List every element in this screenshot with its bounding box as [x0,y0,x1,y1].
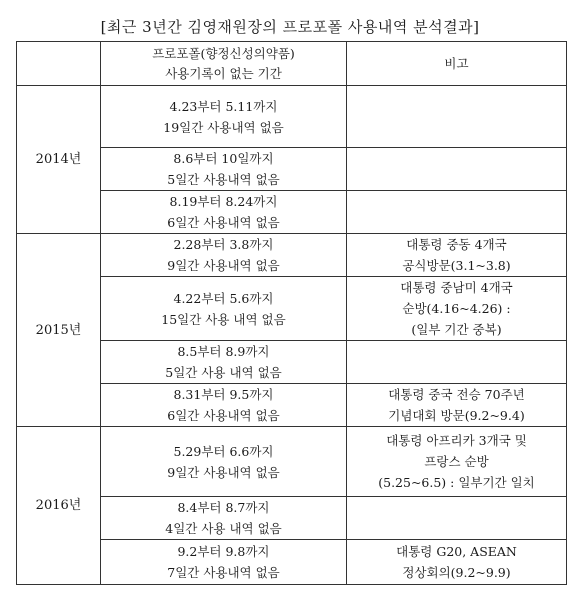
period-cell [101,86,347,148]
note-line: 대통령 중동 4개국 [406,237,507,252]
header-period-line2: 사용기록이 없는 기간 [165,65,282,81]
period-line: 8.4부터 8.7까지 [177,500,270,515]
period-line: 4.22부터 5.6까지 [173,290,274,306]
period-line: 9일간 사용내역 없음 [167,258,280,273]
document-title: [최근 3년간 김영재원장의 프로포폴 사용내역 분석결과] [100,18,480,36]
table-row [17,234,567,277]
note-cell [347,277,567,341]
period-cell [101,277,347,341]
note-line: 순방(4.16~4.26) : [402,301,511,316]
table-row [17,86,567,148]
note-line: 정상회의(9.2~9.9) [402,565,511,580]
period-line: 5일간 사용내역 없음 [167,172,280,187]
header-period-cell [101,42,347,86]
period-line: 7일간 사용내역 없음 [167,565,280,580]
year-cell-2015: 2015년 [17,234,101,427]
period-line: 5일간 사용 내역 없음 [165,365,282,380]
note-line: 프랑스 순방 [424,454,489,469]
note-line: 기념대회 방문(9.2~9.4) [388,408,525,423]
note-cell [347,341,567,384]
note-cell [347,384,567,427]
period-cell [101,497,347,540]
note-cell [347,234,567,277]
period-cell [101,427,347,497]
note-line: 대통령 G20, ASEAN [396,544,517,559]
note-cell [347,191,567,234]
note-cell [347,497,567,540]
period-cell [101,234,347,277]
note-line: 대통령 중국 전승 70주년 [388,387,525,402]
period-line: 8.5부터 8.9까지 [177,344,270,359]
period-cell [101,341,347,384]
period-line: 2.28부터 3.8까지 [173,237,274,252]
note-line: 대통령 아프리카 3개국 및 [386,433,527,448]
period-line: 8.6부터 10일까지 [173,151,274,166]
header-note-cell: 비고 [347,42,567,86]
note-cell [347,540,567,585]
period-line: 9일간 사용내역 없음 [167,464,280,480]
header-row [17,42,567,86]
period-cell [101,540,347,585]
period-line: 5.29부터 6.6까지 [173,443,274,459]
period-line: 6일간 사용내역 없음 [167,215,280,230]
note-cell [347,427,567,497]
note-line: (5.25~6.5) : 일부기간 일치 [378,475,535,490]
period-line: 4일간 사용 내역 없음 [165,521,282,536]
period-cell [101,191,347,234]
analysis-table [16,41,567,585]
header-period-line1: 프로포폴(향정신성의약품) [152,45,295,61]
period-line: 6일간 사용내역 없음 [167,408,280,423]
period-line: 9.2부터 9.8까지 [177,544,270,559]
note-line: (일부 기간 중복) [411,322,502,337]
period-line: 15일간 사용 내역 없음 [161,311,286,327]
note-cell [347,86,567,148]
note-cell [347,148,567,191]
period-cell [101,384,347,427]
period-line: 8.19부터 8.24까지 [169,194,278,209]
period-line: 19일간 사용내역 없음 [163,119,284,135]
header-year-cell [17,42,101,86]
year-cell-2016: 2016년 [17,427,101,585]
note-line: 공식방문(3.1~3.8) [402,258,511,273]
period-line: 4.23부터 5.11까지 [169,98,278,114]
year-cell-2014: 2014년 [17,86,101,234]
period-line: 8.31부터 9.5까지 [173,387,274,402]
note-line: 대통령 중남미 4개국 [400,280,513,295]
period-cell [101,148,347,191]
table-row [17,427,567,497]
